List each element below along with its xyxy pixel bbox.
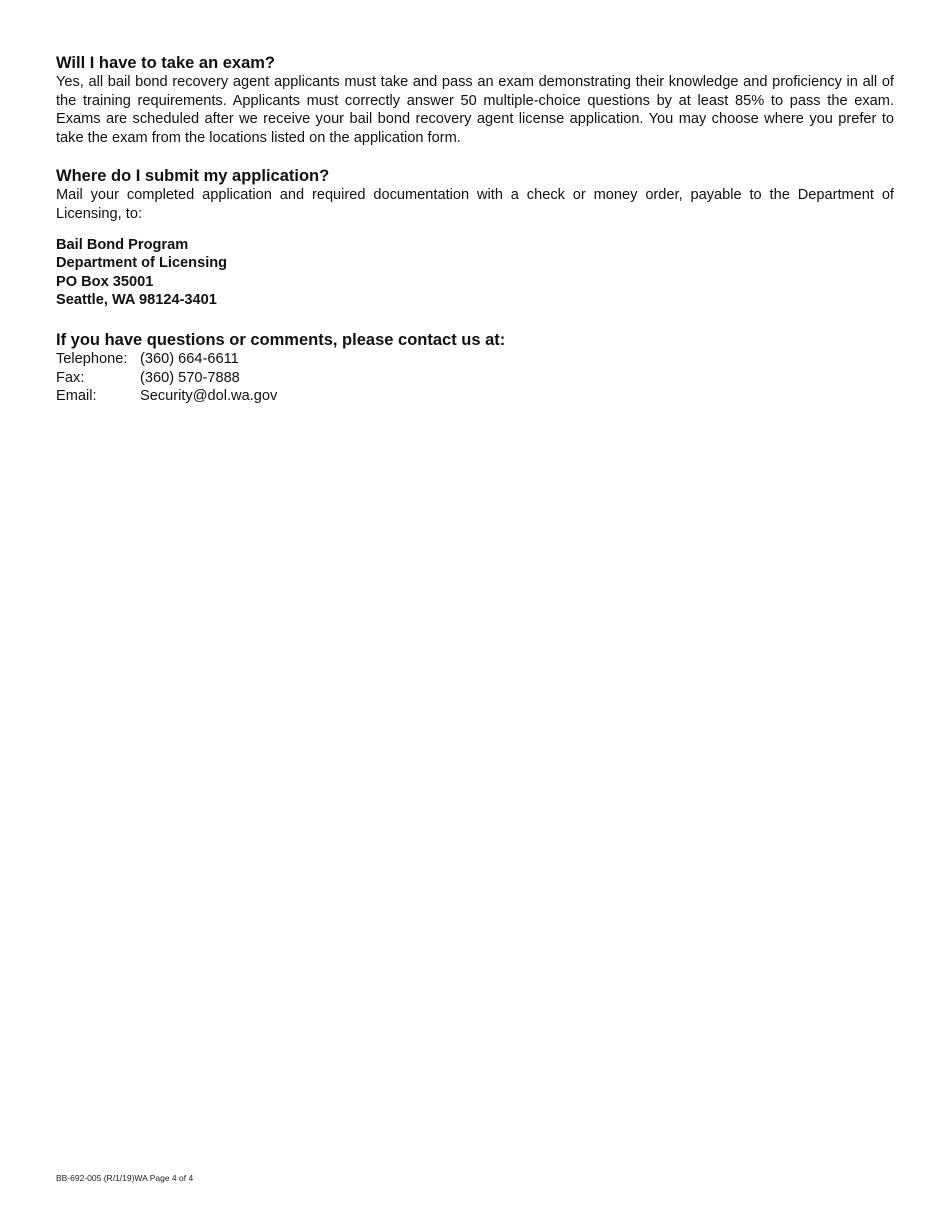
- submit-heading: Where do I submit my application?: [56, 167, 330, 186]
- exam-paragraph: Yes, all bail bond recovery agent applicants must take and pass an exam demonstrating their knowledge and proficiency in all of the training requirements. Applicants must correctly answer 50 multiple-choice questions by at least 85% to pass the exam. Exams are scheduled after we receive your bail bond recovery agent license application. You may choose where you prefer to take the exam from the locations listed on the application form.: [56, 74, 894, 146]
- contact-row-fax: [56, 369, 894, 388]
- email-value: Security@dol.wa.gov: [140, 388, 278, 405]
- exam-heading: Will I have to take an exam?: [56, 54, 276, 72]
- address-line-department: Department of Licensing: [56, 255, 228, 272]
- contact-row-telephone: [56, 350, 894, 369]
- fax-label: Fax:: [56, 369, 85, 386]
- contact-heading: If you have questions or comments, please contact us at:: [56, 330, 506, 349]
- contact-row-email: [56, 387, 894, 406]
- address-line-city: Seattle, WA 98124-3401: [56, 292, 217, 309]
- address-line-program: Bail Bond Program: [56, 236, 189, 253]
- contact-section: [56, 331, 894, 406]
- exam-section: [56, 54, 894, 147]
- submit-paragraph: Mail your completed application and required documentation with a check or money order, payable to the Department of Licensing, to:: [56, 187, 894, 222]
- mailing-address: [56, 236, 894, 310]
- telephone-value: (360) 664-6611: [140, 350, 239, 367]
- address-line-po-box: PO Box 35001: [56, 273, 154, 290]
- submit-section: [56, 167, 894, 310]
- form-footer: BB-692-005 (R/1/19)WA Page 4 of 4: [56, 1173, 194, 1183]
- fax-value: (360) 570-7888: [140, 369, 240, 386]
- email-label: Email:: [56, 388, 97, 405]
- document-page: [56, 54, 894, 426]
- telephone-label: Telephone:: [56, 350, 128, 367]
